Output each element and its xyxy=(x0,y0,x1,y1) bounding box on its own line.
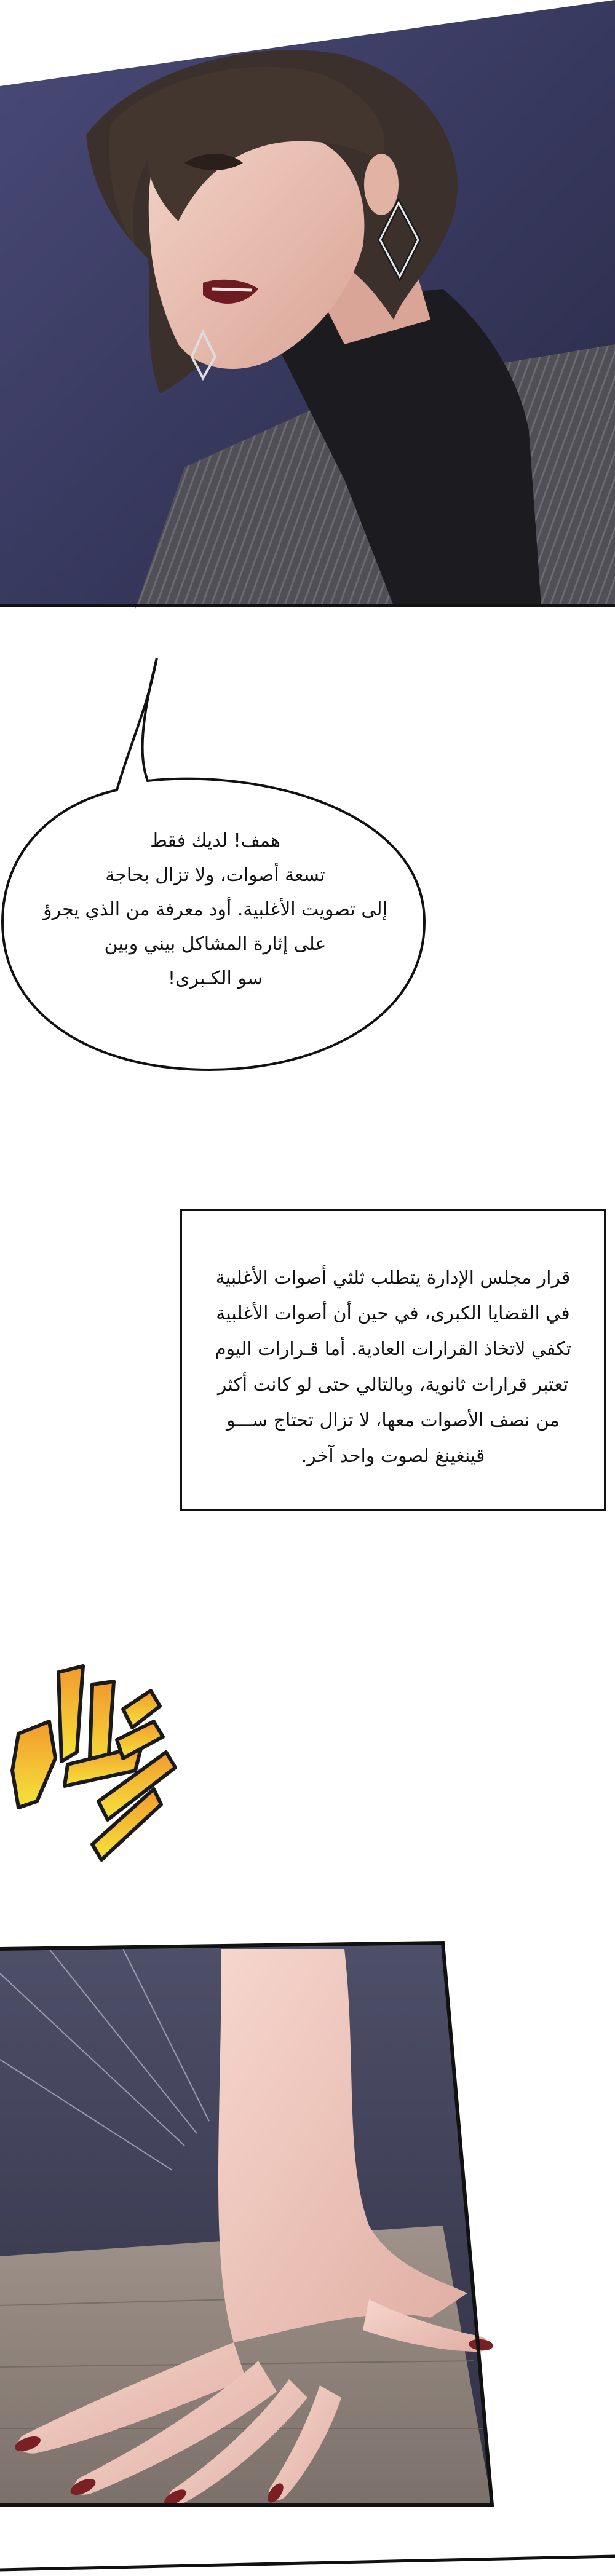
narration-line: تعتبر قرارات ثانوية، وبالتالي حتى لو كانت أكثر xyxy=(217,1374,569,1396)
speech-line: سو الكـبرى! xyxy=(167,968,263,989)
speech-line: على إثارة المشاكل بيني وبين xyxy=(104,933,327,955)
panel-hand-on-table xyxy=(0,1937,615,2508)
speech-line: تسعة أصوات، ولا تزال بحاجة xyxy=(105,864,325,886)
narration-text xyxy=(194,1260,592,1474)
woman-portrait-illustration xyxy=(0,0,615,609)
panel-woman-portrait xyxy=(0,0,615,609)
sound-effect-lettering xyxy=(0,1648,184,1869)
speech-line: همف! لديك فقط xyxy=(150,830,280,851)
speech-bubble-text xyxy=(0,824,430,996)
panel-edge-line xyxy=(0,2551,615,2574)
narration-line: في القضايا الكبرى، في حين أن أصوات الأغلبية xyxy=(216,1303,570,1324)
hand-on-table-illustration xyxy=(0,1937,615,2508)
sound-effect-graphic xyxy=(0,1648,184,1869)
narration-line: قرار مجلس الإدارة يتطلب ثلثي أصوات الأغلبية xyxy=(215,1267,571,1289)
narration-line: تكفي لاتخاذ القرارات العادية. أما قـرارات اليوم xyxy=(215,1338,571,1360)
narration-box xyxy=(180,1209,606,1511)
speech-line: إلى تصويت الأغلبية. أود معرفة من الذي يجرؤ xyxy=(43,899,387,920)
narration-line: قينغينغ لصوت واحد آخر. xyxy=(301,1445,485,1467)
next-panel-edge xyxy=(0,2551,615,2574)
narration-line: من نصف الأصوات معها، لا تزال تحتاج ســـو xyxy=(226,1410,560,1431)
